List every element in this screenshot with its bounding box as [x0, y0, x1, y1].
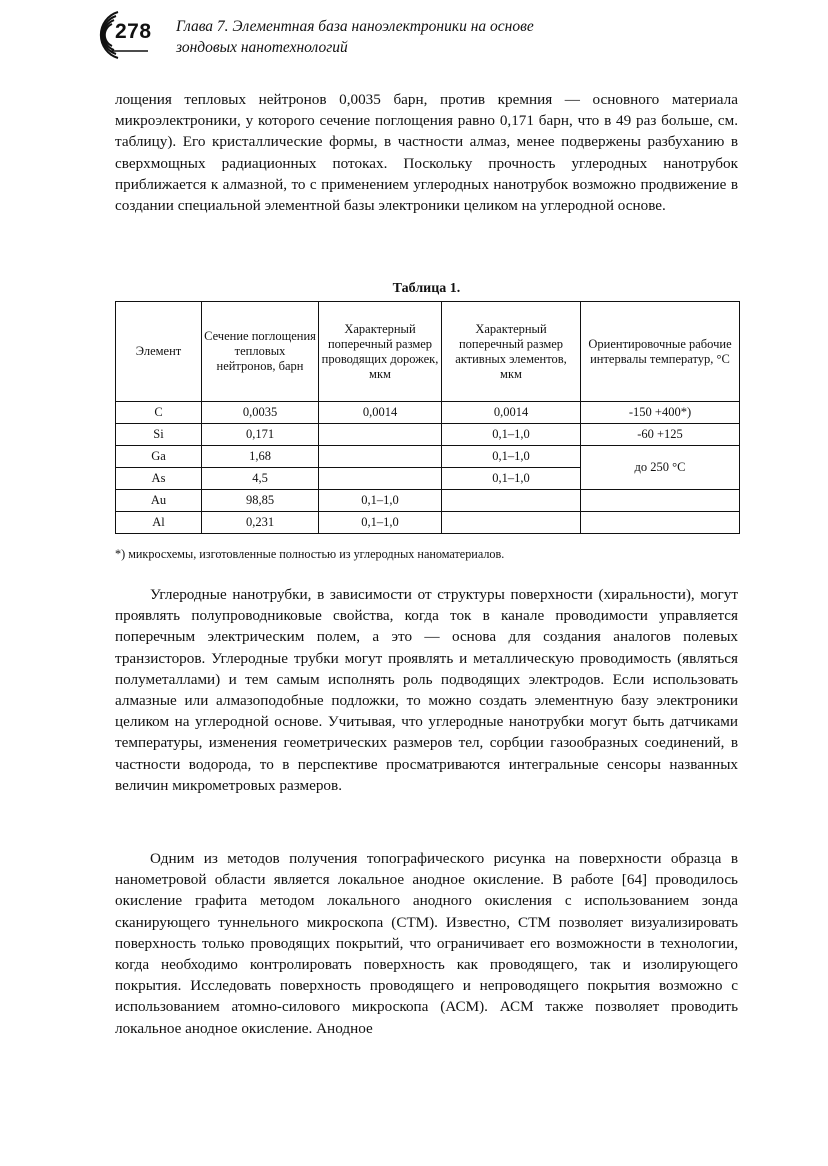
cell-element: C: [116, 402, 202, 424]
cell-cross-section: 1,68: [202, 446, 319, 468]
cell-track-size: 0,1–1,0: [319, 490, 442, 512]
cell-track-size: [319, 446, 442, 468]
cell-temperature: [581, 512, 740, 534]
cell-element: As: [116, 468, 202, 490]
cell-element: Ga: [116, 446, 202, 468]
cell-element: Au: [116, 490, 202, 512]
running-head-line-2: зондовых нанотехнологий: [176, 39, 348, 56]
cell-element: Al: [116, 512, 202, 534]
cell-element: Si: [116, 424, 202, 446]
intro-paragraph: лощения тепловых нейтронов 0,0035 барн, против кремния — основного материала микроэлектроники, у которого сечение поглощения равно 0,171 барн, что в 49 раз больше, см. таблицу). Его кристаллические формы, в частности алмаз, менее подвержены разбуханию в сверхмощных радиационных потоках. Поскольку прочность углеродных нанотрубок приближается к алмазной, то с применением углеродных нанотрубок возможно продвижение в создании специальной элементной базы электроники целиком на углеродной основе.: [115, 91, 738, 215]
running-head: [176, 16, 736, 58]
cell-active-size: 0,1–1,0: [442, 468, 581, 490]
cell-cross-section: 0,171: [202, 424, 319, 446]
table-row: [116, 402, 740, 424]
body-paragraph: Одним из методов получения топографического рисунка на поверхности образца в нанометровой области является локальное анодное окисление. В работе [64] проводилось окисление графита методом локального анодного окисления с использованием зонда сканирующего туннельного микроскопа (СТМ). Известно, СТМ позволяет визуализировать поверхность только проводящих покрытий, что ограничивает его возможности в технологии, когда необходимо контролировать поверхность как проводящего, так и изолирующего покрытия. Исследовать поверхность проводящего и непроводящего покрытия возможно с использованием атомно-силового микроскопа (АСМ). АСМ также позволяет проводить локальное анодное окисление. Анодное: [115, 850, 738, 1037]
cell-cross-section: 4,5: [202, 468, 319, 490]
cell-active-size: 0,0014: [442, 402, 581, 424]
table-row: [116, 446, 740, 468]
body-paragraph: Углеродные нанотрубки, в зависимости от структуры поверхности (хиральности), могут проявлять полупроводниковые свойства, когда ток в канале проводимости управляется поперечным электрическим полем, а это — основа для создания аналогов полевых транзисторов. Углеродные трубки могут проявлять и металлическую проводимость (являться полуметаллами) и тем самым исполнять роль подводящих электродов. Если использовать алмазные или алмазоподобные подложки, то можно создать элементную базу электроники целиком на углеродной основе. Учитывая, что углеродные нанотрубки могут быть датчиками температуры, изменения геометрических размеров тел, сорбции газообразных соединений, в частности водорода, то в перспективе просматриваются интегральные сенсоры названных величин микрометровых размеров.: [115, 586, 738, 794]
cell-cross-section: 0,231: [202, 512, 319, 534]
header-element: Элемент: [116, 302, 202, 402]
cell-track-size: 0,0014: [319, 402, 442, 424]
data-table: [115, 301, 740, 534]
table-row: [116, 490, 740, 512]
cell-active-size: 0,1–1,0: [442, 446, 581, 468]
table-footnote: *) микросхемы, изготовленные полностью из углеродных наноматериалов.: [115, 547, 505, 561]
cell-active-size: [442, 490, 581, 512]
table-header-row: [116, 302, 740, 402]
header-active-size: Характерный поперечный размер активных элементов, мкм: [442, 302, 581, 402]
header-track-size: Характерный поперечный размер проводящих дорожек, мкм: [319, 302, 442, 402]
cell-active-size: [442, 512, 581, 534]
header-cross-section: Сечение поглощения тепловых нейтронов, барн: [202, 302, 319, 402]
cell-temperature: до 250 °С: [581, 446, 740, 490]
cell-track-size: [319, 468, 442, 490]
cell-temperature: -60 +125: [581, 424, 740, 446]
cell-cross-section: 98,85: [202, 490, 319, 512]
table-row: [116, 512, 740, 534]
cell-temperature: [581, 490, 740, 512]
cell-track-size: [319, 424, 442, 446]
cell-temperature: -150 +400*): [581, 402, 740, 424]
header-temperature: Ориентировочные рабочие интервалы температур, °С: [581, 302, 740, 402]
table-row: [116, 424, 740, 446]
table-caption: Таблица 1.: [392, 281, 461, 296]
page-number: 278: [115, 20, 152, 43]
running-head-line-1: Глава 7. Элементная база наноэлектроники на основе: [176, 18, 534, 35]
cell-track-size: 0,1–1,0: [319, 512, 442, 534]
cell-active-size: 0,1–1,0: [442, 424, 581, 446]
cell-cross-section: 0,0035: [202, 402, 319, 424]
